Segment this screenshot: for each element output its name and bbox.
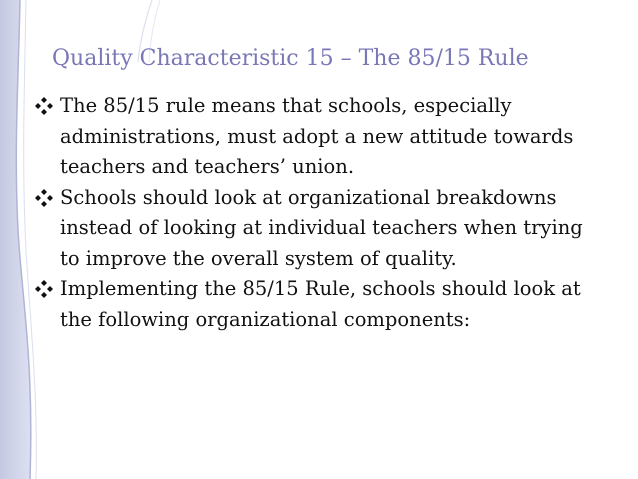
bullet-text: The 85/15 rule means that schools, especially administrations, must adopt a new attitude towards teachers and teachers’ union.: [60, 94, 574, 178]
four-diamond-bullet-icon: [34, 91, 60, 121]
bullet-text: Schools should look at organizational breakdowns instead of looking at individual teachers when trying to improve the overall system of quality.: [60, 185, 583, 270]
bullet-list: [34, 91, 594, 335]
bullet-item: [34, 183, 594, 275]
four-diamond-bullet-icon: [34, 183, 60, 213]
bullet-item: [34, 274, 594, 335]
slide-title: Quality Characteristic 15 – The 85/15 Rule: [52, 46, 529, 71]
bullet-text: Implementing the 85/15 Rule, schools should look at the following organizational components:: [60, 277, 581, 331]
bullet-item: [34, 91, 594, 183]
four-diamond-bullet-icon: [34, 274, 60, 304]
